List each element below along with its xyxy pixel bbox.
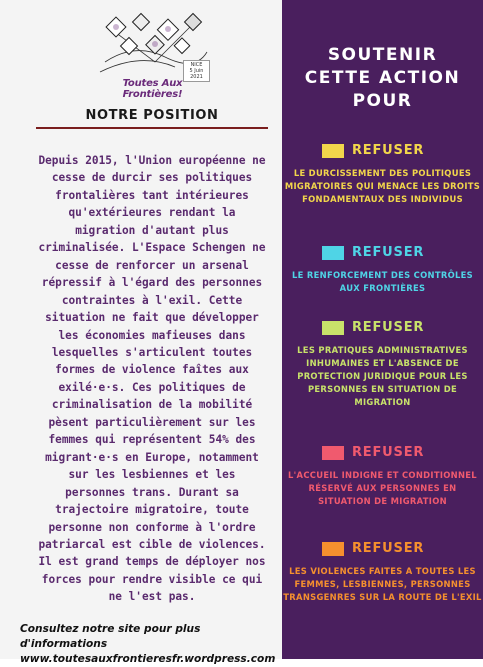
- color-square-red: [322, 446, 344, 460]
- refuse-label: REFUSER: [352, 143, 425, 158]
- badge-line-2: 5 Juin 2021: [189, 68, 204, 80]
- badge-line-1: NICE: [190, 62, 203, 68]
- refuse-description: LE RENFORCEMENT DES CONTRÔLES AUX FRONTIÈRES: [292, 270, 473, 293]
- refuse-item-2: [282, 245, 483, 295]
- position-paragraph: Depuis 2015, l'Union européenne ne cesse de durcir ses politiques frontalières tant intérieures qu'extérieures rendant la migration d'autant plus criminalisée. L'Espace Schengen ne cesse de renforcer un arsenal répressif à l'égard des personnes contraintes à l'exil. Cette situation ne fait que développer les économies mafieuses dans lesquelles s'articulent toutes formes de violence faîtes aux exilé·e·s. Ces politiques de criminalisation de la mobilité pèsent particulièrement sur les femmes qui représentent 54% des migrant·e·s en Europe, notamment sur les lesbiennes et les personnes trans. Durant sa trajectoire migratoire, toute personne non conforme à l'ordre patriarcal est cible de violences. Il est grand temps de déployer nos forces pour rendre visible ce qui ne l'est pas.: [38, 154, 266, 604]
- refuse-label: REFUSER: [352, 245, 425, 260]
- section-heading: NOTRE POSITION: [85, 108, 219, 123]
- refuse-description: LE DURCISSEMENT DES POLITIQUES MIGRATOIRES QUI MENACE LES DROITS FONDAMENTAUX DES INDIVIDUS: [284, 168, 481, 204]
- logo-text: Toutes Aux Frontières!: [122, 78, 183, 100]
- refuse-description: L'ACCUEIL INDIGNE ET CONDITIONNEL RÉSERVÉ AUX PERSONNES EN SITUATION DE MIGRATION: [288, 470, 477, 506]
- logo: [95, 12, 210, 104]
- refuse-description: LES VIOLENCES FAITES A TOUTES LES FEMMES, LESBIENNES, PERSONNES TRANSGENRES SUR LA ROUTE DE L'EXIL: [283, 566, 482, 602]
- heading-underline: [36, 127, 268, 129]
- refuse-item-5: [282, 541, 483, 604]
- footer: [20, 622, 290, 667]
- refuse-item-3: [282, 320, 483, 409]
- refuse-label: REFUSER: [352, 541, 425, 556]
- refuse-item-4: [282, 445, 483, 508]
- right-title-line-2: CETTE ACTION: [304, 68, 461, 88]
- right-title-line-3: POUR: [352, 91, 413, 111]
- refuse-description: LES PRATIQUES ADMINISTRATIVES INHUMAINES ET L'ABSENCE DE PROTECTION JURIDIQUE POUR LES PERSONNES EN SITUATION DE MIGRATION: [297, 345, 468, 407]
- refuse-label: REFUSER: [352, 445, 425, 460]
- refuse-item-1: [282, 143, 483, 206]
- refuse-label: REFUSER: [352, 320, 425, 335]
- color-square-orange: [322, 542, 344, 556]
- right-title-line-1: SOUTENIR: [327, 45, 438, 65]
- footer-website-link[interactable]: www.toutesauxfrontieresfr.wordpress.com: [20, 653, 276, 665]
- color-square-cyan: [322, 246, 344, 260]
- footer-info-text: Consultez notre site pour plus d'informations: [20, 623, 201, 650]
- color-square-lime: [322, 321, 344, 335]
- right-title: [282, 44, 483, 113]
- color-square-yellow: [322, 144, 344, 158]
